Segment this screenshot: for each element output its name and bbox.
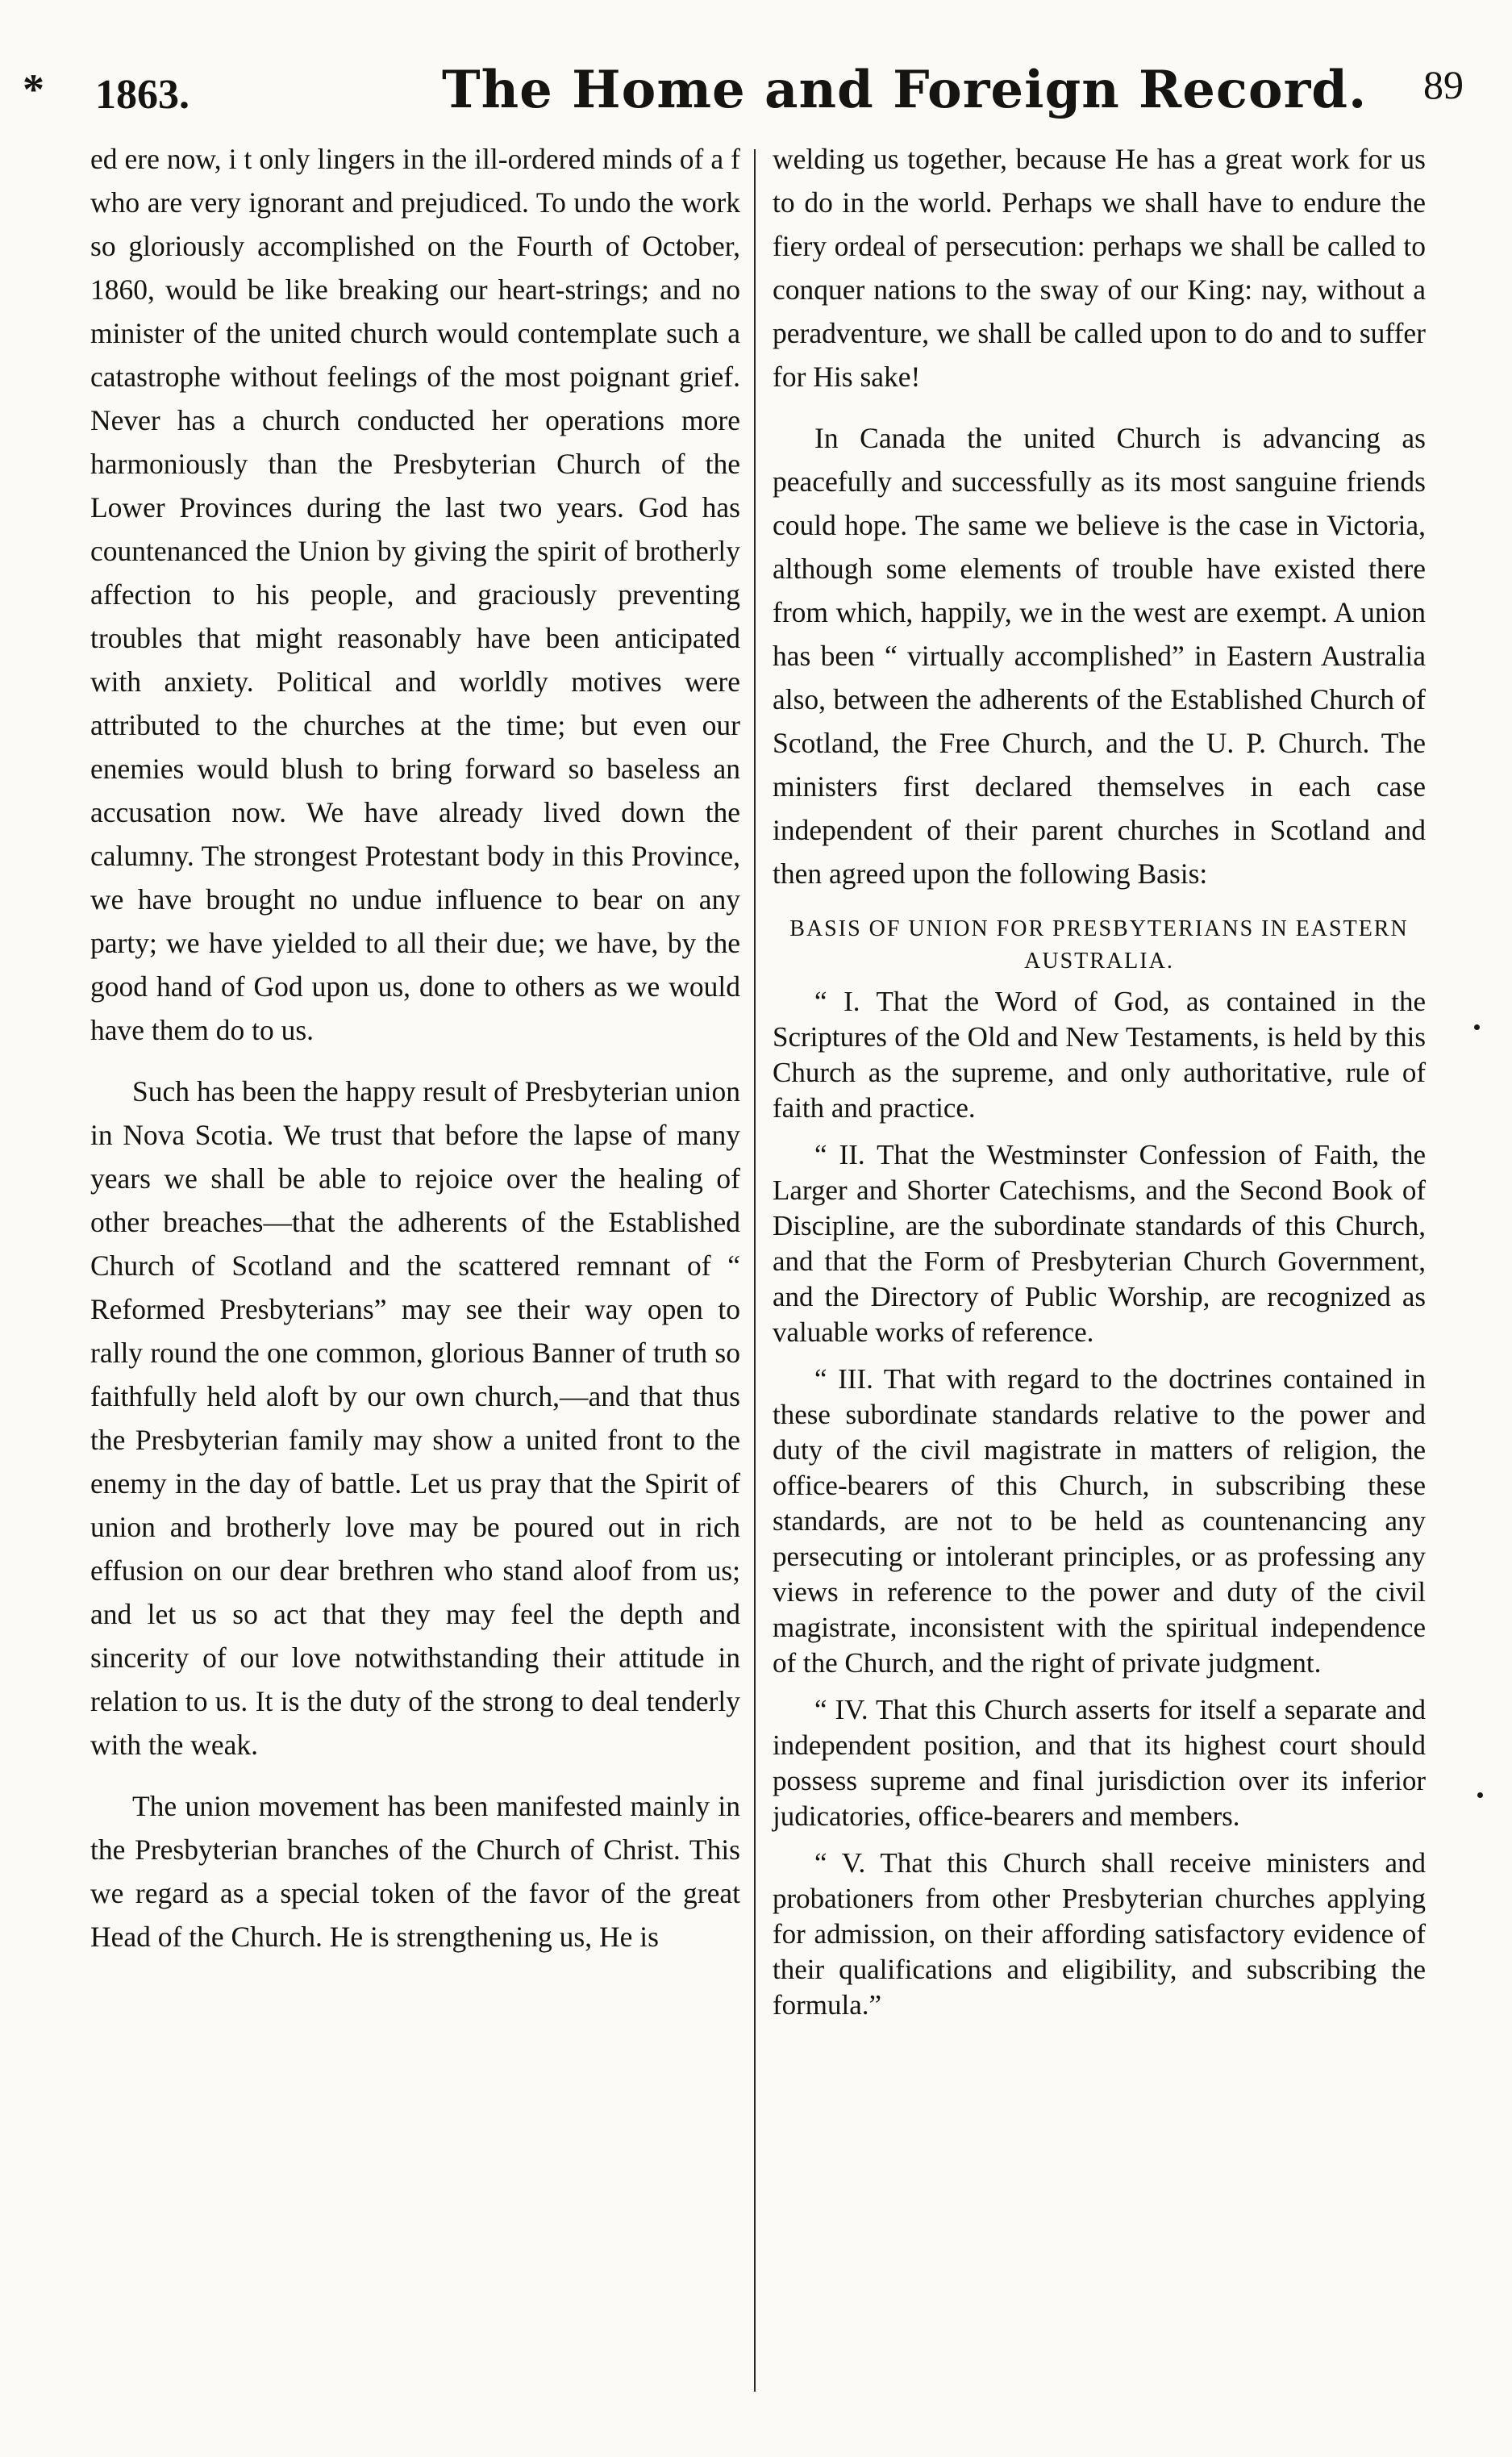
left-paragraph-3: The union movement has been manifested mainly in the Presbyterian branches of the Church of Christ. This we regard as a special token of the favor of the great Head of the Church. He is strengthening us, He is xyxy=(90,1790,740,1953)
basis-article-3: “ III. That with regard to the doctrines contained in these subordinate standards relative to the power and duty of the civil magistrate in matters of religion, the office-bearers of this Church, in subscribing these standards, are not to be held as countenancing any persecuting or intolerant principles, or as professing any views in reference to the power and duty of the civil magistrate, inconsistent with the spiritual independence of the Church, and the right of private judgment. xyxy=(773,1363,1426,1679)
right-paragraph-2: In Canada the united Church is advancing as peacefully and successfully as its most sanguine friends could hope. The same we believe is the case in Victoria, although some elements of trouble have existed there from which, happily, we in the west are exempt. A union has been “ virtually accomplished” in Eastern Australia also, between the adherents of the Established Church of Scotland, the Free Church, and the U. P. Church. The ministers first declared themselves in each case independent of their parent churches in Scotland and then agreed upon the following Basis: xyxy=(773,422,1426,890)
margin-speck xyxy=(1474,1024,1480,1030)
right-paragraph-1: welding us together, because He has a great work for us to do in the world. Perhaps we shall have to endure the fiery ordeal of persecution: perhaps we shall be called to conquer nations to the sway of our King: nay, without a peradventure, we shall be called upon to do and to suffer for His sake! xyxy=(773,143,1426,393)
basis-article-1: “ I. That the Word of God, as contained in the Scriptures of the Old and New Testaments, is held by this Church as the supreme, and only authoritative, rule of faith and practice. xyxy=(773,986,1426,1124)
basis-heading: BASIS OF UNION FOR PRESBYTERIANS IN EASTERN AUSTRALIA. xyxy=(789,916,1409,974)
basis-article-5: “ V. That this Church shall receive ministers and probationers from other Presbyterian churches applying for admission, on their affording satisfactory evidence of their qualifications and eligibility, and subscribing the formula.” xyxy=(773,1847,1426,2021)
margin-speck xyxy=(1477,1792,1483,1798)
left-paragraph-1: ed ere now, i t only lingers in the ill-ordered minds of a f who are very ignorant and prejudiced. To undo the work so gloriously accomplished on the Fourth of October, 1860, would be like breaking our heart-strings; and no minister of the united church would contemplate such a catastrophe without feelings of the most poignant grief. Never has a church conducted her operations more harmoniously than the Presbyterian Church of the Lower Provinces during the last two years. God has countenanced the Union by giving the spirit of brotherly affection to his people, and graciously preventing troubles that might reasonably have been anticipated with anxiety. Political and worldly motives were attributed to the churches at the time; but even our enemies would blush to bring forward so baseless an accusation now. We have already lived down the calumny. The strongest Protestant body in this Province, we have brought no undue influence to bear on any party; we have yielded to all their due; we have, by the good hand of God upon us, done to others as we would have them do to us. xyxy=(90,143,740,1046)
journal-title: The Home and Foreign Record. xyxy=(442,60,1368,120)
header-year: 1863. xyxy=(95,72,190,118)
header-mark: * xyxy=(23,65,44,114)
basis-article-2: “ II. That the Westminster Confession of Faith, the Larger and Shorter Catechisms, and the Second Book of Discipline, are the subordinate standards of this Church, and that the Form of Presbyterian Church Government, and the Directory of Public Worship, are recognized as valuable works of reference. xyxy=(773,1139,1426,1348)
left-column xyxy=(90,137,740,1976)
page-number: 89 xyxy=(1423,62,1464,107)
column-divider xyxy=(754,149,756,2392)
right-column xyxy=(773,137,1426,2023)
basis-article-4: “ IV. That this Church asserts for itself a separate and independent position, and that its highest court should possess supreme and final jurisdiction over its inferior judicatories, office-bearers and members. xyxy=(773,1694,1426,1832)
left-paragraph-2: Such has been the happy result of Presbyterian union in Nova Scotia. We trust that before the lapse of many years we shall be able to rejoice over the healing of other breaches—that the adherents of the Established Church of Scotland and the scattered remnant of “ Reformed Presbyterians” may see their way open to rally round the one common, glorious Banner of truth so faithfully held aloft by our own church,—and that thus the Presbyterian family may show a united front to the enemy in the day of battle. Let us pray that the Spirit of union and brotherly love may be poured out in rich effusion on our dear brethren who stand aloof from us; and let us so act that they may feel the depth and sincerity of our love notwithstanding their attitude in relation to us. It is the duty of the strong to deal tenderly with the weak. xyxy=(90,1075,740,1761)
running-header xyxy=(23,56,1480,137)
